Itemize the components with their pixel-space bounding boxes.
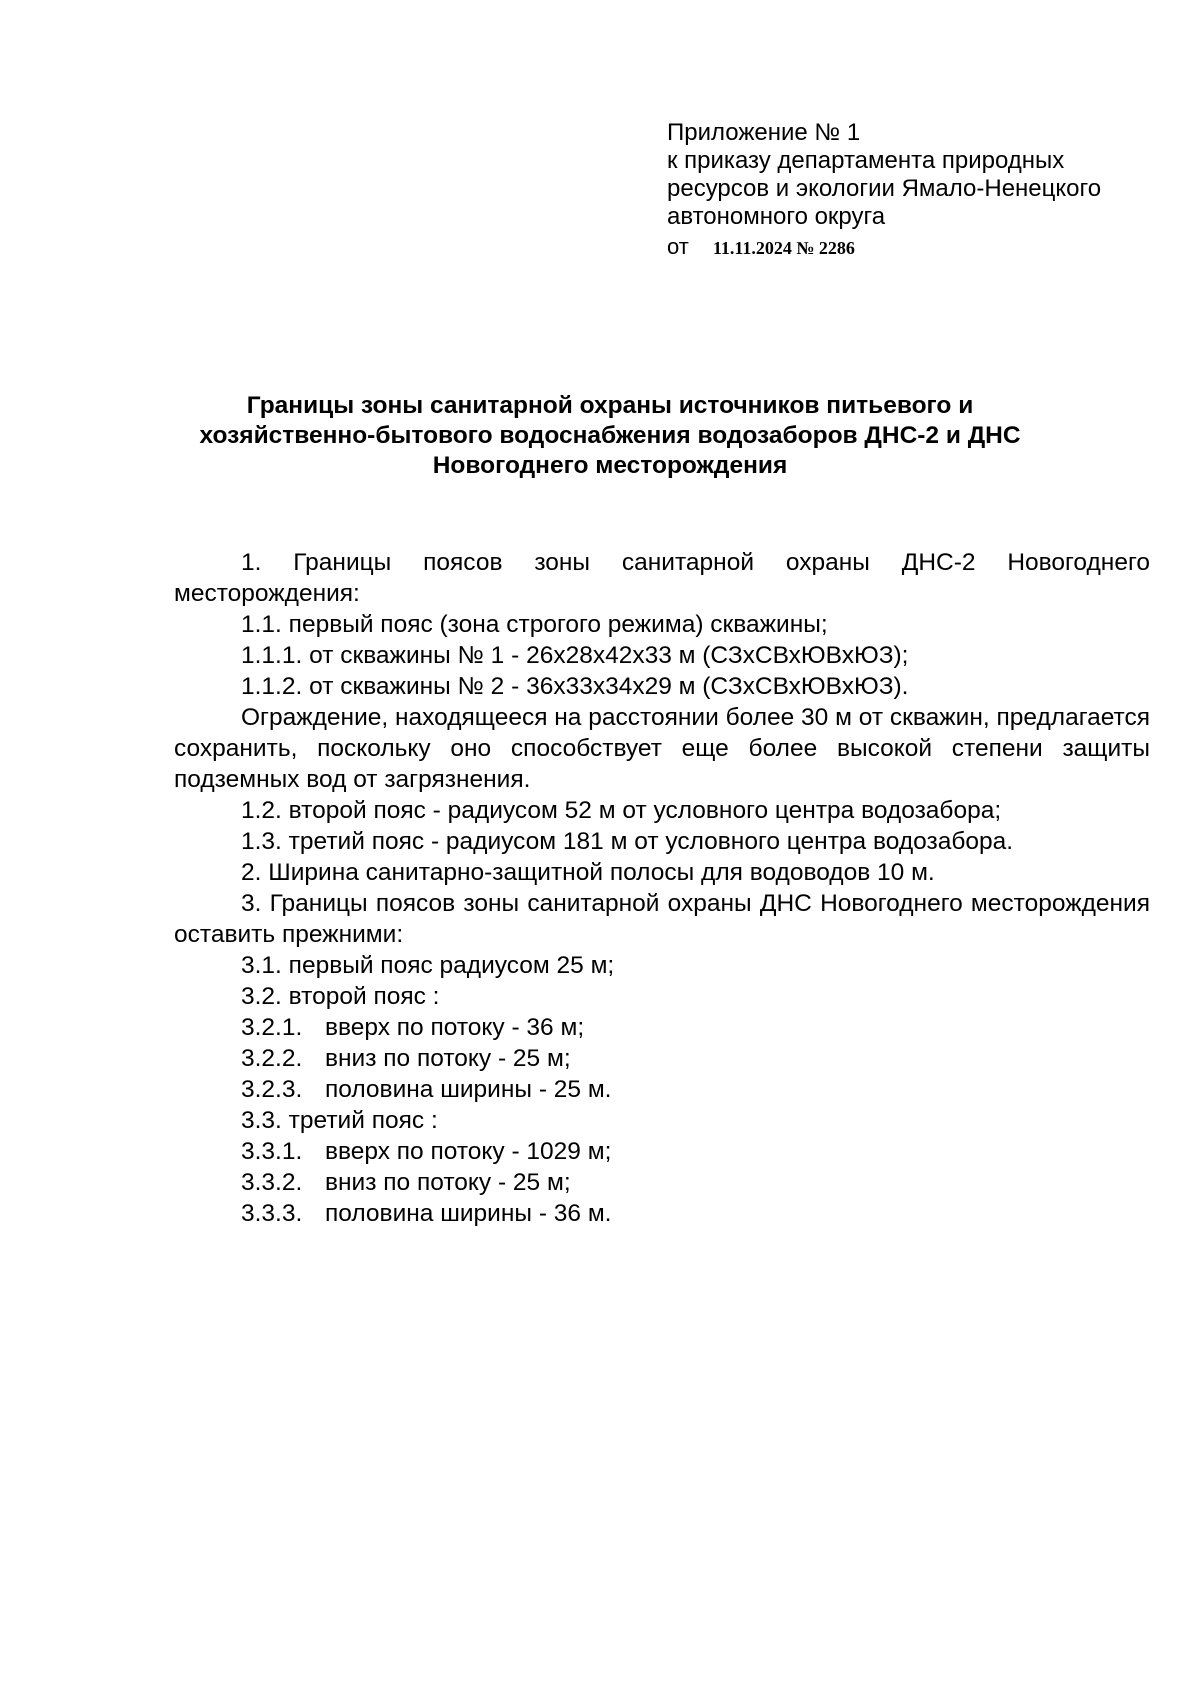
- section-3: 3. Границы поясов зоны санитарной охраны ДНС Новогоднего месторождения оставить прежними:: [174, 890, 1150, 948]
- item-number: 3.3.2.: [241, 1169, 303, 1196]
- item-text: вверх по потоку - 36 м;: [325, 1014, 585, 1041]
- item-number: 3.3.1.: [241, 1138, 303, 1165]
- section-2: 2. Ширина санитарно-защитной полосы для водоводов 10 м.: [241, 859, 935, 886]
- section-3-2-2: [174, 1043, 1150, 1074]
- item-number: 3.2.2.: [241, 1045, 303, 1072]
- appendix-department: ресурсов и экологии Ямало-Ненецкого: [667, 175, 1102, 202]
- section-3-2: 3.2. второй пояс :: [241, 983, 440, 1010]
- title-line: Новогоднего месторождения: [432, 452, 788, 479]
- section-3-1: 3.1. первый пояс радиусом 25 м;: [241, 952, 615, 979]
- item-text: половина ширины - 36 м.: [325, 1200, 612, 1227]
- section-3-3-2: [174, 1167, 1150, 1198]
- appendix-order-ref: к приказу департамента природных: [667, 147, 1065, 174]
- fence-paragraph: Ограждение, находящееся на расстоянии более 30 м от скважин, предлагается сохранить, поскольку оно способствует еще более высокой степени защиты подземных вод от загрязнения.: [174, 704, 1150, 793]
- section-3-3: 3.3. третий пояс :: [241, 1107, 438, 1134]
- section-1-1-2: 1.1.2. от скважины № 2 - 36х33х34х29 м (СЗхСВхЮВхЮЗ).: [241, 673, 909, 700]
- section-1-2: 1.2. второй пояс - радиусом 52 м от условного центра водозабора;: [241, 797, 1002, 824]
- section-3-3-1: [174, 1136, 1150, 1167]
- item-text: вниз по потоку - 25 м;: [325, 1045, 571, 1072]
- section-1: 1. Границы поясов зоны санитарной охраны ДНС-2 Новогоднего месторождения:: [174, 549, 1150, 607]
- order-date-number: 11.11.2024 № 2286: [712, 238, 855, 258]
- section-1-3: 1.3. третий пояс - радиусом 181 м от условного центра водозабора.: [241, 828, 1014, 855]
- order-date-line: [667, 233, 1101, 262]
- section-3-3-3: [174, 1198, 1150, 1229]
- title-line: хозяйственно-бытового водоснабжения водозаборов ДНС-2 и ДНС: [199, 422, 1021, 449]
- item-number: 3.2.1.: [241, 1014, 303, 1041]
- item-number: 3.2.3.: [241, 1076, 303, 1103]
- section-3-2-1: [174, 1012, 1150, 1043]
- item-text: вниз по потоку - 25 м;: [325, 1169, 571, 1196]
- item-text: половина ширины - 25 м.: [325, 1076, 612, 1103]
- appendix-header: [667, 119, 1101, 262]
- order-prefix: от: [667, 234, 689, 259]
- section-1-1-1: 1.1.1. от скважины № 1 - 26х28х42х33 м (СЗхСВхЮВхЮЗ);: [241, 642, 909, 669]
- item-number: 3.3.3.: [241, 1200, 303, 1227]
- appendix-region: автономного округа: [667, 203, 886, 230]
- document-title: [150, 391, 1070, 481]
- title-line: Границы зоны санитарной охраны источников питьевого и: [246, 392, 974, 419]
- section-1-1: 1.1. первый пояс (зона строгого режима) скважины;: [241, 611, 828, 638]
- section-3-2-3: [174, 1074, 1150, 1105]
- item-text: вверх по потоку - 1029 м;: [325, 1138, 612, 1165]
- document-body: [174, 547, 1150, 1229]
- appendix-number: Приложение № 1: [667, 119, 861, 146]
